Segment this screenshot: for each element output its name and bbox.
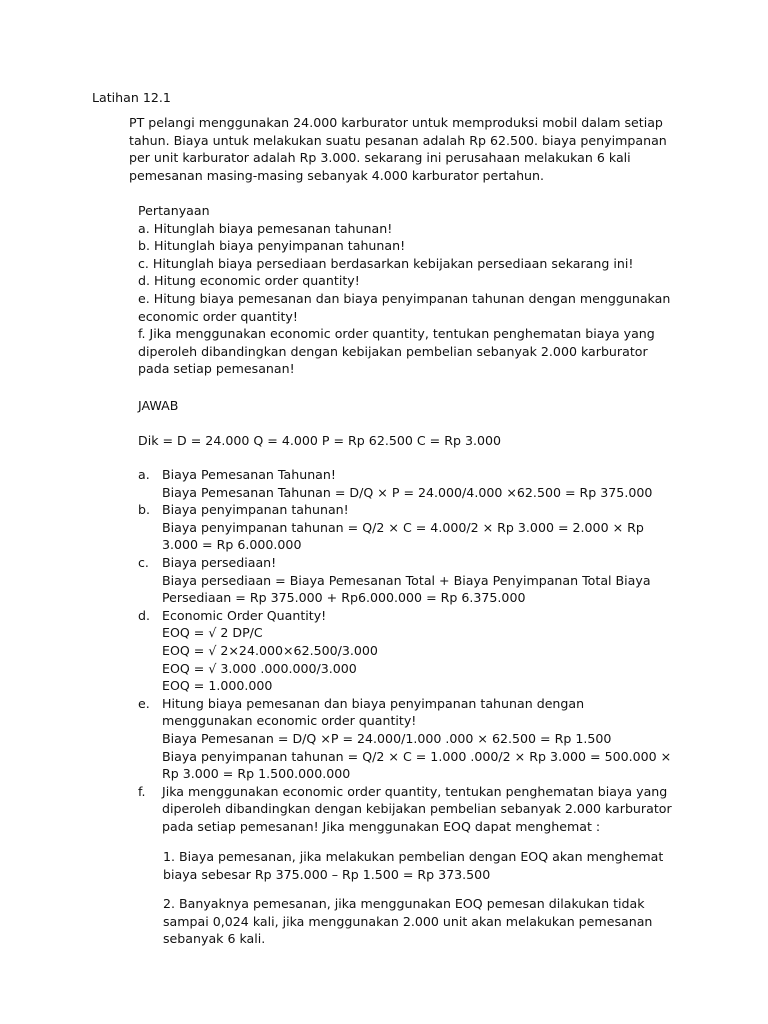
- answer-line: Biaya penyimpanan tahunan = Q/2 × C = 1.000 .000/2 × Rp 3.000 = 500.000 × Rp 3.000 = Rp 1.500.000.000: [162, 748, 672, 782]
- answer-item: [138, 466, 678, 501]
- answer-line: Biaya penyimpanan tahunan = Q/2 × C = 4.000/2 × Rp 3.000 = 2.000 × Rp 3.000 = Rp 6.000.000: [162, 519, 644, 553]
- answer-item: [138, 783, 678, 836]
- problem-statement: [129, 114, 674, 184]
- answer-item: [138, 607, 678, 695]
- answer-marker: d.: [138, 607, 150, 623]
- answer-marker: c.: [138, 554, 149, 570]
- answer-line: EOQ = √ 2×24.000×62.500/3.000: [162, 642, 378, 658]
- answer-marker: b.: [138, 502, 150, 518]
- question-item: f. Jika menggunakan economic order quantity, tentukan penghematan biaya yang diperoleh dibandingkan dengan kebijakan pembelian sebanyak 2.000 karburator pada setiap pemesanan!: [138, 326, 655, 377]
- answer-line: EOQ = √ 3.000 .000.000/3.000: [162, 660, 357, 676]
- answer-line: Economic Order Quantity!: [162, 607, 327, 623]
- answer-line: Biaya Pemesanan = D/Q ×P = 24.000/1.000 .000 × 62.500 = Rp 1.500: [162, 730, 612, 746]
- answer-line: Jika menggunakan economic order quantity, tentukan penghematan biaya yang diperoleh dibandingkan dengan kebijakan pembelian sebanyak 2.000 karburator pada setiap pemesanan! Jika menggunakan EOQ dapat menghemat :: [162, 783, 672, 834]
- answer-item: [138, 695, 678, 783]
- question-item: c. Hitunglah biaya persediaan berdasarkan kebijakan persediaan sekarang ini!: [138, 255, 634, 271]
- answer-line: EOQ = √ 2 DP/C: [162, 625, 263, 641]
- question-item: b. Hitunglah biaya penyimpanan tahunan!: [138, 238, 406, 254]
- exercise-title: Latihan 12.1: [92, 90, 171, 105]
- answer-item: [138, 554, 678, 607]
- question-item: e. Hitung biaya pemesanan dan biaya penyimpanan tahunan dengan menggunakan economic order quantity!: [138, 290, 671, 324]
- answer-line: Biaya Pemesanan Tahunan = D/Q × P = 24.000/4.000 ×62.500 = Rp 375.000: [162, 484, 653, 500]
- problem-text: PT pelangi menggunakan 24.000 karburator untuk memproduksi mobil dalam setiap tahun. Biaya untuk melakukan suatu pesanan adalah Rp 62.500. biaya penyimpanan per unit karburator adalah Rp 3.000. sekarang ini perusahaan melakukan 6 kali pemesanan masing-masing sebanyak 4.000 karburator pertahun.: [129, 115, 667, 183]
- answer-line: Biaya persediaan!: [162, 554, 277, 570]
- questions-section: [138, 202, 678, 378]
- question-item: d. Hitung economic order quantity!: [138, 273, 360, 289]
- given-values: Dik = D = 24.000 Q = 4.000 P = Rp 62.500 C = Rp 3.000: [138, 433, 502, 448]
- answer-line: Biaya persediaan = Biaya Pemesanan Total + Biaya Penyimpanan Total Biaya Persediaan = Rp 375.000 + Rp6.000.000 = Rp 6.375.000: [162, 572, 651, 606]
- answer-marker: a.: [138, 467, 150, 482]
- answers-list: [138, 466, 678, 835]
- conclusion-item: 1. Biaya pemesanan, jika melakukan pembelian dengan EOQ akan menghemat biaya sebesar Rp 375.000 – Rp 1.500 = Rp 373.500: [163, 849, 664, 882]
- answer-heading: JAWAB: [138, 398, 179, 413]
- conclusion-item: 2. Banyaknya pemesanan, jika menggunakan EOQ pemesan dilakukan tidak sampai 0,024 kali, jika menggunakan 2.000 unit akan melakukan pemesanan sebanyak 6 kali.: [163, 896, 653, 947]
- answer-line: Biaya penyimpanan tahunan!: [162, 502, 349, 518]
- answer-line: EOQ = 1.000.000: [162, 678, 273, 694]
- answer-marker: e.: [138, 695, 150, 711]
- answer-item: [138, 501, 678, 554]
- question-item: a. Hitunglah biaya pemesanan tahunan!: [138, 220, 393, 236]
- answer-marker: f.: [138, 783, 146, 799]
- answer-line: Biaya Pemesanan Tahunan!: [162, 467, 336, 482]
- answer-line: Hitung biaya pemesanan dan biaya penyimpanan tahunan dengan menggunakan economic order quantity!: [162, 695, 585, 729]
- questions-heading: Pertanyaan: [138, 203, 210, 218]
